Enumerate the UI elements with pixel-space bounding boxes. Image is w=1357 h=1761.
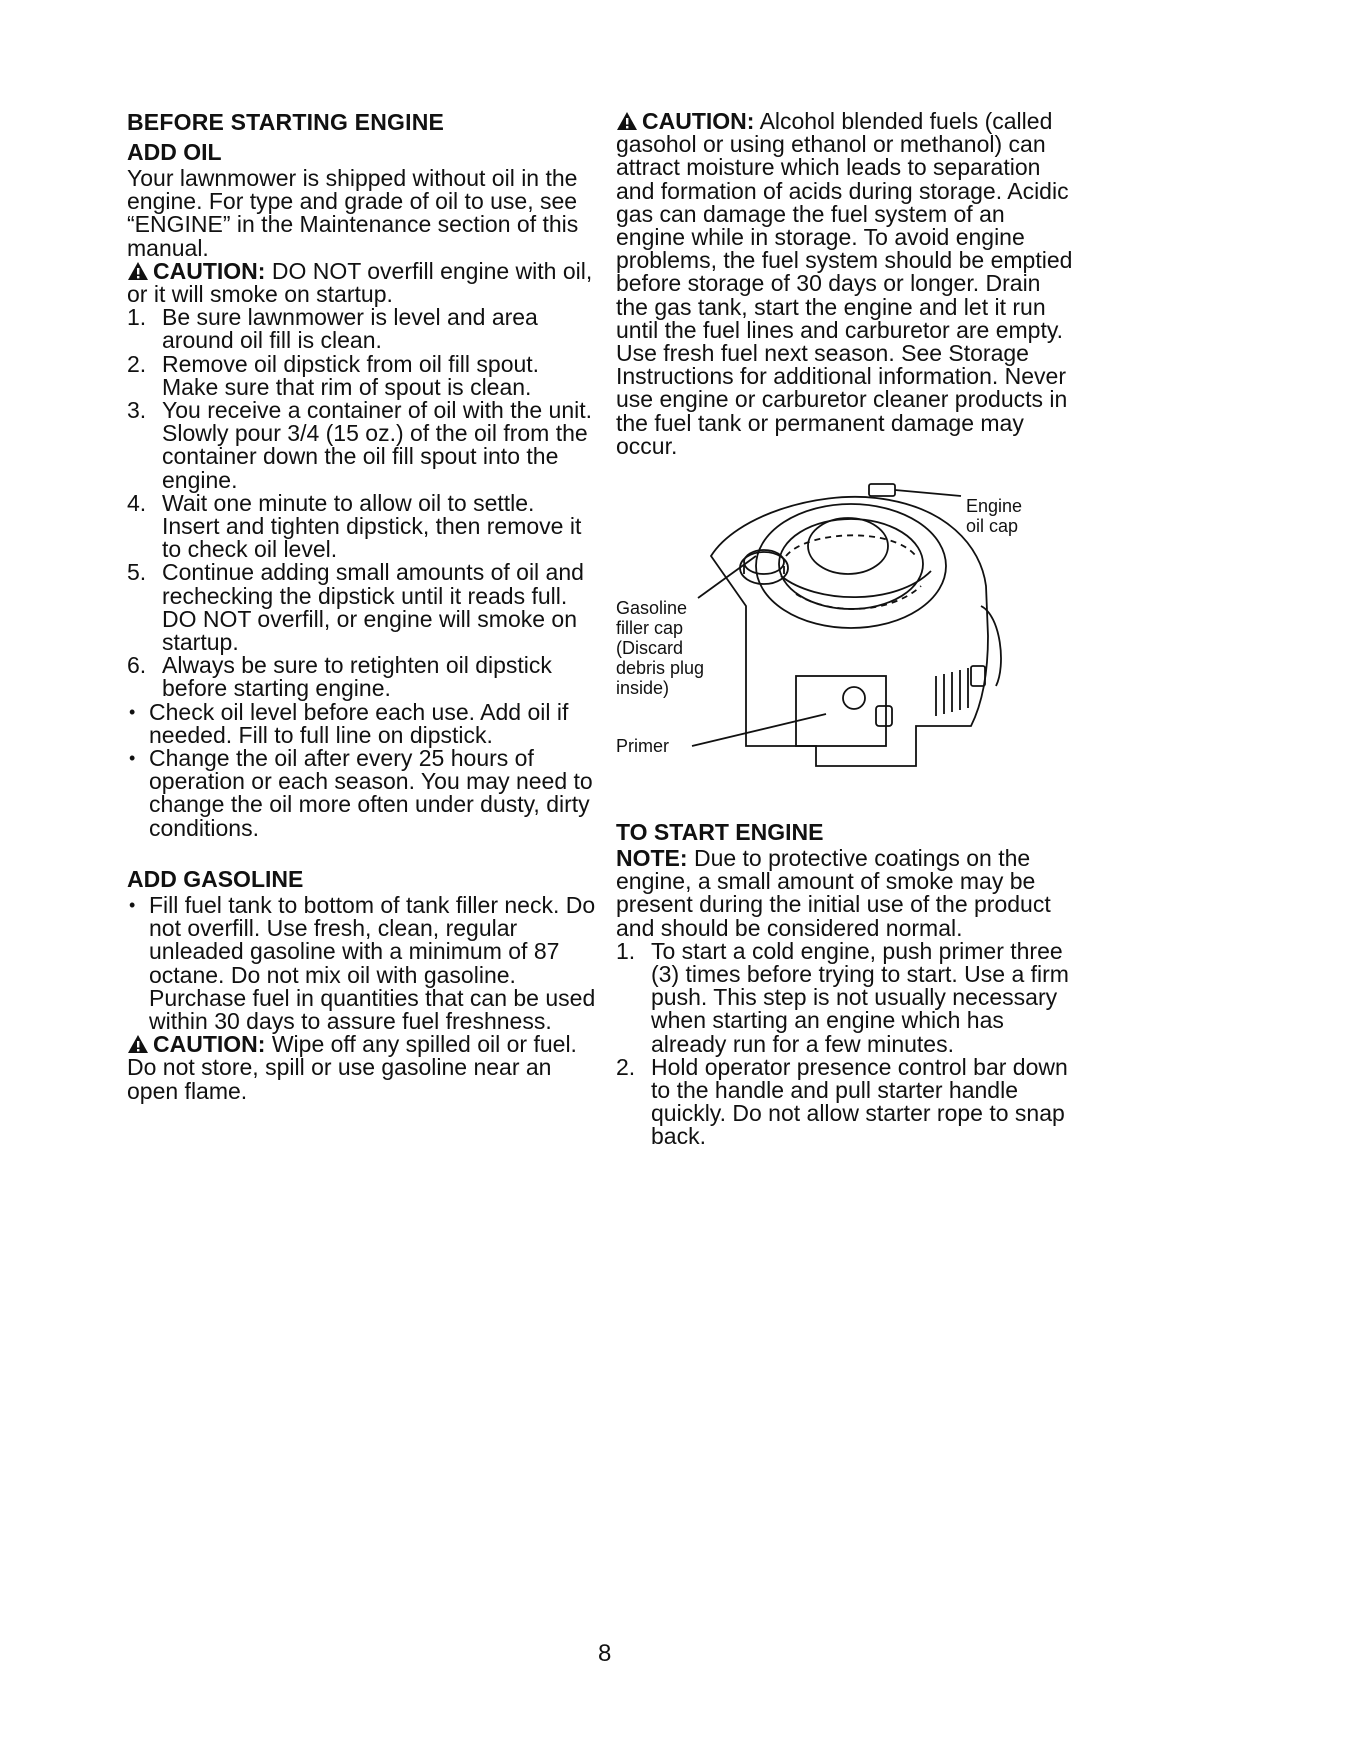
label-line: filler cap — [616, 618, 684, 639]
right-column — [616, 110, 1076, 1149]
list-item: • Check oil level before each use. Add oil if needed. Fill to full line on dipstick. — [127, 701, 597, 747]
label-line: oil cap — [966, 516, 1019, 537]
add-gasoline-bullets — [127, 891, 597, 1034]
page-number: 8 — [598, 1640, 612, 1667]
step-text: To start a cold engine, push primer three (3) times before trying to start. Use a firm push. This step is not usually necessary when starting an engine which has already run for a few minutes. — [651, 937, 1069, 1057]
warning-icon — [127, 1034, 149, 1054]
caution-text: Wipe off any spilled oil or fuel. Do not store, spill or use gasoline near an open flame. — [127, 1031, 577, 1104]
add-oil-intro: Your lawnmower is shipped without oil in the engine. For type and grade of oil to use, see “ENGINE” in the Maintenance section of this manual. — [127, 165, 579, 261]
list-item — [616, 1053, 1076, 1150]
label-engine-oil-cap — [966, 496, 1022, 536]
list-item — [127, 561, 597, 654]
step-number: 6. — [127, 652, 147, 679]
heading-to-start-engine: TO START ENGINE — [616, 819, 824, 846]
list-item: • Change the oil after every 25 hours of operation or each season. You may need to change the oil more often under dusty, dirty conditions. — [127, 747, 597, 840]
step-text: Wait one minute to allow oil to settle. Insert and tighten dipstick, then remove it to check oil level. — [162, 489, 582, 563]
caution-text: Alcohol blended fuels (called gasohol or using ethanol or methanol) can attract moisture which leads to separation and formation of acids during storage. Acidic gas can damage the fuel system of an engine while in storage. To avoid engine problems, the fuel system should be emptied before storage of 30 days or longer. Drain the gas tank, start the engine and let it run until the fuel lines and carburetor are empty. Use fresh fuel next season. See Storage Instructions for additional information. Never use engine or carburetor cleaner products in the fuel tank or permanent damage may occur. — [616, 108, 1073, 459]
list-item: • Fill fuel tank to bottom of tank filler neck. Do not overfill. Use fresh, clean, regular unleaded gasoline with a minimum of 87 octane. Do not mix oil with gasoline. Purchase fuel in quantities that can be used within 30 days to assure fuel freshness. — [127, 894, 597, 1033]
step-text: Be sure lawnmower is level and area around oil fill is clean. — [162, 304, 538, 354]
step-number: 3. — [127, 397, 147, 424]
warning-icon — [127, 261, 149, 281]
step-number: 2. — [616, 1053, 636, 1080]
label-line: (Discard — [616, 638, 684, 659]
step-number: 5. — [127, 559, 147, 586]
label-gasoline-filler-cap — [616, 598, 704, 698]
note-protective-coatings — [616, 847, 1076, 940]
list-item — [127, 399, 597, 492]
list-item — [127, 654, 597, 700]
caution-label: CAUTION: — [153, 1031, 266, 1058]
add-oil-steps — [127, 306, 597, 700]
note-label: NOTE: — [616, 845, 688, 872]
step-number: 2. — [127, 350, 147, 377]
note-text: Due to protective coatings on the engine, a small amount of smoke may be present during the initial use of the product and should be considered normal. — [616, 845, 1051, 941]
caution-label: CAUTION: — [642, 108, 755, 134]
warning-icon — [616, 111, 638, 131]
step-text: Continue adding small amounts of oil and rechecking the dipstick until it reads full. DO NOT overfill, or engine will smoke on startup. — [162, 559, 584, 656]
label-line: Gasoline — [616, 598, 688, 619]
label-line: inside) — [616, 678, 670, 699]
step-text: Hold operator presence control bar down to the handle and pull starter handle quickly. Do not allow starter rope to snap back. — [651, 1053, 1068, 1150]
left-column — [127, 110, 597, 1103]
caution-label: CAUTION: — [153, 257, 266, 284]
label-line: debris plug — [616, 658, 705, 679]
list-item — [616, 937, 1076, 1057]
section-title-before-starting: BEFORE STARTING ENGINE — [127, 109, 445, 135]
step-text: You receive a container of oil with the unit. Slowly pour 3/4 (15 oz.) of the oil from the container down the oil fill spout into the engine. — [162, 397, 593, 493]
caution-alcohol-fuels — [616, 110, 1076, 458]
caution-text: DO NOT overfill engine with oil, or it will smoke on startup. — [127, 257, 593, 308]
engine-figure — [616, 476, 1076, 806]
label-primer: Primer — [616, 736, 669, 757]
heading-add-oil: ADD OIL — [127, 139, 222, 165]
step-number: 1. — [127, 304, 147, 331]
start-engine-steps — [616, 937, 1076, 1150]
label-line: Engine — [966, 496, 1023, 517]
caution-overfill — [127, 257, 597, 308]
heading-add-gasoline: ADD GASOLINE — [127, 865, 304, 892]
caution-spill — [127, 1033, 597, 1103]
list-item — [127, 489, 597, 563]
step-text: Remove oil dipstick from oil fill spout. Make sure that rim of spout is clean. — [162, 350, 540, 400]
list-item — [127, 350, 597, 400]
step-number: 4. — [127, 489, 147, 516]
step-number: 1. — [616, 937, 636, 964]
list-item — [127, 306, 597, 352]
add-oil-bullets — [127, 698, 597, 841]
step-text: Always be sure to retighten oil dipstick before starting engine. — [162, 652, 552, 702]
